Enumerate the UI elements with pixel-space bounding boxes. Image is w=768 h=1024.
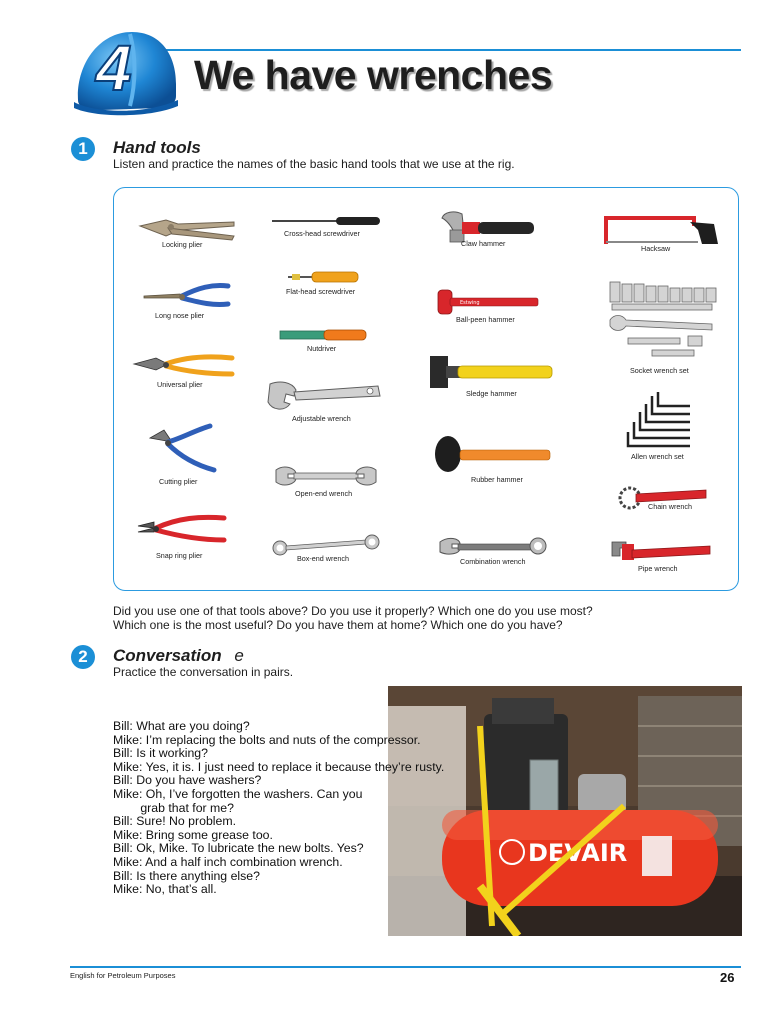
caption-cross-head-screwdriver: Cross-head screwdriver bbox=[284, 229, 360, 238]
caption-combination-wrench: Combination wrench bbox=[460, 557, 526, 566]
caption-sledge-hammer: Sledge hammer bbox=[466, 389, 517, 398]
caption-open-end-wrench: Open-end wrench bbox=[295, 489, 353, 498]
caption-cutting-plier: Cutting plier bbox=[159, 477, 198, 486]
caption-box-end-wrench: Box-end wrench bbox=[297, 554, 349, 563]
caption-adjustable-wrench: Adjustable wrench bbox=[292, 414, 351, 423]
caption-nutdriver: Nutdriver bbox=[307, 344, 337, 353]
caption-ball-peen-hammer: Ball-peen hammer bbox=[456, 315, 515, 324]
section-2-audio-marker: e bbox=[234, 646, 244, 665]
caption-snap-ring-plier: Snap ring plier bbox=[156, 551, 203, 560]
dialog-line: Bill: Do you have washers? bbox=[113, 773, 262, 788]
question-line-2: Which one is the most useful? Do you have them at home? Which one do you have? bbox=[113, 618, 563, 632]
photo-brand: DEVAIR bbox=[528, 839, 628, 867]
section-1-number: 1 bbox=[71, 137, 95, 161]
svg-text:Estwing: Estwing bbox=[460, 300, 480, 306]
conversation-dialog bbox=[113, 720, 444, 897]
caption-long-nose-plier: Long nose plier bbox=[155, 311, 205, 320]
section-2-title-text: Conversation bbox=[113, 646, 222, 665]
dialog-line: Mike: No, that’s all. bbox=[113, 882, 217, 897]
caption-allen-wrench-set: Allen wrench set bbox=[631, 452, 684, 461]
caption-universal-plier: Universal plier bbox=[157, 380, 203, 389]
unit-number: 4 bbox=[96, 32, 132, 104]
section-2-instruction: Practice the conversation in pairs. bbox=[113, 665, 294, 679]
caption-chain-wrench: Chain wrench bbox=[648, 502, 692, 511]
caption-claw-hammer: Claw hammer bbox=[461, 239, 506, 248]
caption-rubber-hammer: Rubber hammer bbox=[471, 475, 523, 484]
caption-pipe-wrench: Pipe wrench bbox=[638, 564, 678, 573]
question-line-1: Did you use one of that tools above? Do you use it properly? Which one do you use most? bbox=[113, 604, 593, 618]
dialog-line: Mike: I’m replacing the bolts and nuts of the compressor. bbox=[113, 732, 421, 747]
header-rule bbox=[142, 49, 741, 51]
section-1-instruction: Listen and practice the names of the basic hand tools that we use at the rig. bbox=[113, 157, 515, 171]
section-1-title: Hand tools bbox=[113, 138, 201, 157]
unit-helmet-icon bbox=[72, 26, 180, 118]
dialog-line: Mike: And a half inch combination wrench. bbox=[113, 854, 343, 869]
caption-flat-head-screwdriver: Flat-head screwdriver bbox=[286, 287, 356, 296]
dialog-line: Bill: Sure! No problem. bbox=[113, 814, 237, 829]
page-number: 26 bbox=[720, 970, 735, 985]
caption-hacksaw: Hacksaw bbox=[641, 244, 671, 253]
dialog-line: Mike: Bring some grease too. bbox=[113, 827, 273, 842]
page-title: We have wrenches bbox=[194, 52, 553, 98]
footer-text: English for Petroleum Purposes bbox=[70, 971, 176, 980]
caption-socket-wrench-set: Socket wrench set bbox=[630, 366, 689, 375]
dialog-line: Bill: Ok, Mike. To lubricate the new bolts. Yes? bbox=[113, 841, 364, 856]
dialog-line: Bill: What are you doing? bbox=[113, 719, 250, 733]
dialog-line: Bill: Is there anything else? bbox=[113, 868, 260, 883]
dialog-line: Bill: Is it working? bbox=[113, 746, 208, 761]
dialog-line: Mike: Yes, it is. I just need to replace it because they’re rusty. bbox=[113, 759, 445, 774]
section-2-number: 2 bbox=[71, 645, 95, 669]
dialog-line: grab that for me? bbox=[113, 800, 234, 815]
footer-rule bbox=[70, 966, 741, 968]
section-2-title bbox=[113, 646, 244, 666]
tools-panel bbox=[113, 187, 739, 591]
dialog-line: Mike: Oh, I’ve forgotten the washers. Can you bbox=[113, 786, 363, 801]
caption-locking-plier: Locking plier bbox=[162, 240, 203, 249]
